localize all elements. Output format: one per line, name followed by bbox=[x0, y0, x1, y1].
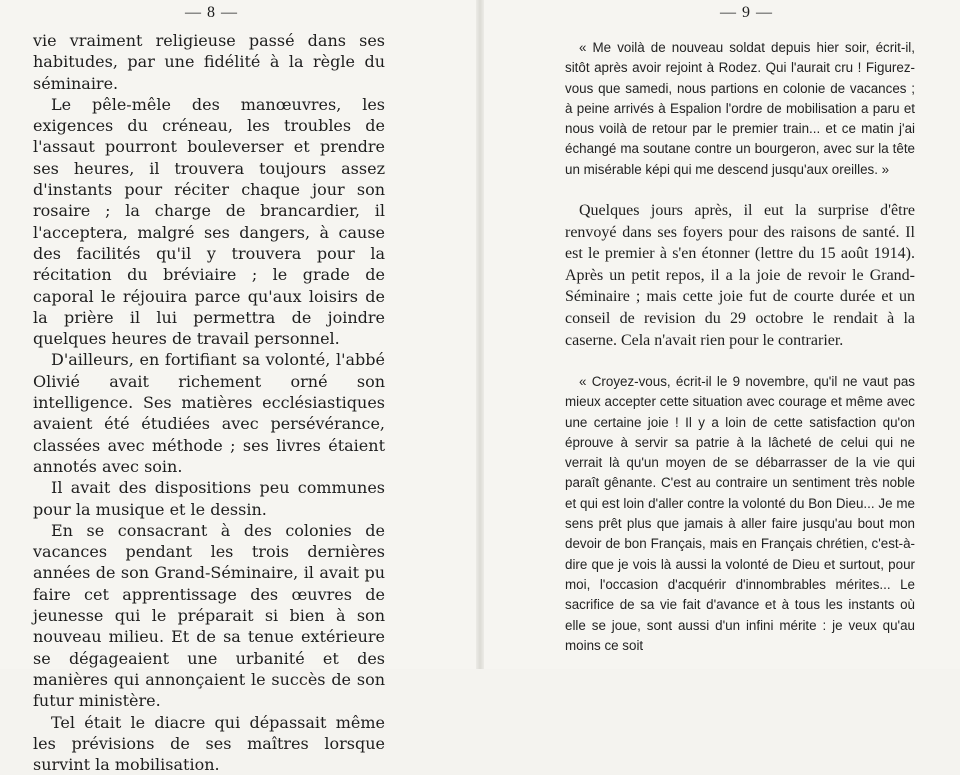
left-page bbox=[0, 0, 478, 669]
left-page-text bbox=[33, 30, 385, 775]
paragraph: vie vraiment religieuse passé dans ses habitudes, par une fidélité à la règle du séminaire. bbox=[33, 30, 385, 94]
paragraph: Tel était le diacre qui dépassait même les prévisions de ses maîtres lorsque survint la mobilisation. bbox=[33, 712, 385, 775]
paragraph: D'ailleurs, en fortifiant sa volonté, l'abbé Olivié avait richement orné son intelligence. Ses matières ecclésiastiques avaient été étudiées avec persévérance, classées avec méthode ; ses livres étaient annotés avec soin. bbox=[33, 349, 385, 477]
paragraph: Il avait des dispositions peu communes pour la musique et le dessin. bbox=[33, 477, 385, 520]
page-number-left: — 8 — bbox=[185, 4, 238, 22]
page-number-right: — 9 — bbox=[720, 4, 773, 22]
paragraph: En se consacrant à des colonies de vacances pendant les trois dernières années de son Grand-Séminaire, il avait pu faire cet apprentissage des œuvres de jeunesse qui le préparait si bien à son nouveau milieu. Et de sa tenue extérieure se dégageaient une urbanité et des manières qui annonçaient le succès de son futur ministère. bbox=[33, 520, 385, 712]
letter-quote: « Croyez-vous, écrit-il le 9 novembre, qu'il ne vaut pas mieux accepter cette situation avec courage et même avec une certaine joie ! Il y a loin de cette satisfaction qu'on éprouve à servir sa patrie à la lâcheté de celui qui ne verrait là qu'un moyen de se débarrasser de la vie qui paraît gênante. C'est au contraire un sentiment très noble et qui est loin d'aller contre la volonté du Bon Dieu... Je me sens prêt plus que jamais à aller faire jusqu'au bout mon devoir de bon Français, mais en Français chrétien, c'est-à-dire que je vois là aussi la volonté de Dieu et surtout, pour moi, l'occasion d'acquérir d'innombrables mérites... Le sacrifice de sa vie fait d'avance et à tous les instants où elle se joue, sont aussi d'un infini mérite : je veux qu'au moins ce soit bbox=[565, 372, 915, 656]
paragraph: Le pêle-mêle des manœuvres, les exigences du créneau, les troubles de l'assaut pourront bouleverser et prendre ses heures, il trouvera toujours assez d'instants pour réciter chaque jour son rosaire ; la charge de brancardier, il l'acceptera, malgré ses dangers, à cause des facilités qu'il y trouvera pour la récitation du bréviaire ; le grade de caporal le réjouira parce qu'aux loisirs de la prière il lui permettra de joindre quelques heures de travail personnel. bbox=[33, 94, 385, 350]
paragraph: Quelques jours après, il eut la surprise d'être renvoyé dans ses foyers pour des raisons de santé. Il est le premier à s'en étonner (lettre du 15 août 1914). Après un petit repos, il a la joie de revoir le Grand-Séminaire ; mais cette joie fut de courte durée et un conseil de revision du 29 octobre le rendait à la caserne. Cela n'avait rien pour le contrarier. bbox=[565, 200, 915, 351]
letter-quote: « Me voilà de nouveau soldat depuis hier soir, écrit-il, sitôt après avoir rejoint à Rodez. Qui l'aurait cru ! Figurez-vous que samedi, nous partions en colonie de vacances ; à peine arrivés à Espalion l'ordre de mobilisation a paru et nous voilà de retour par le premier train... et ce matin j'ai échangé ma soutane contre un bourgeron, avec sur la tête un misérable képi qui me descend jusqu'aux oreilles. » bbox=[565, 38, 915, 180]
